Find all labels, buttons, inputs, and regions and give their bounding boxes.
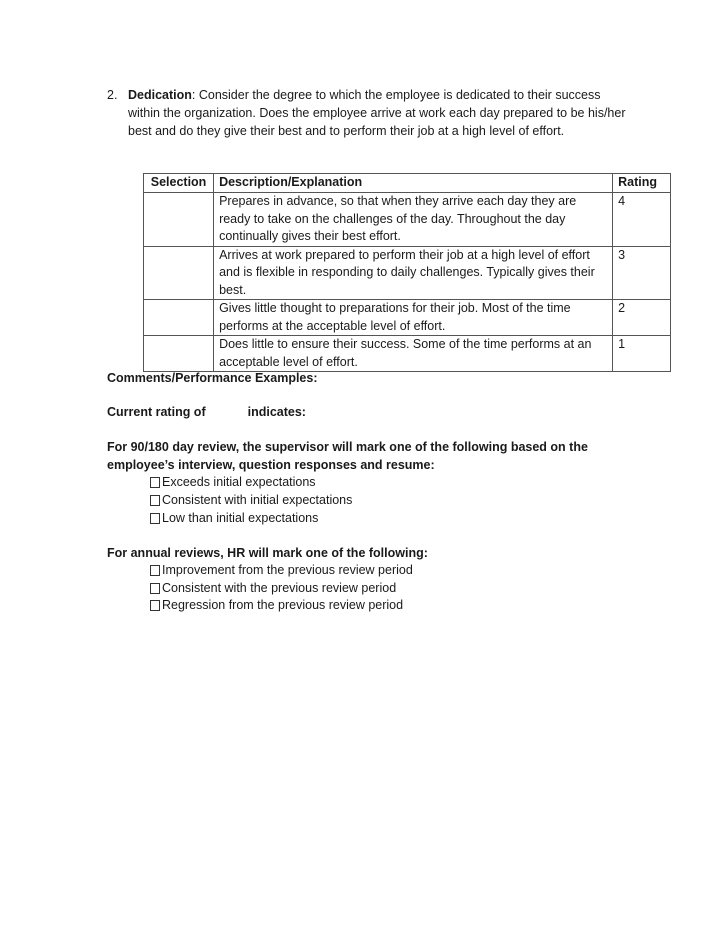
checkbox-label: Exceeds initial expectations [162,475,316,489]
checkbox-row [150,510,318,527]
header-description: Description/Explanation [214,174,613,193]
dedication-item [107,86,632,140]
checkbox-row [150,597,403,614]
current-rating-suffix: indicates: [247,405,306,419]
current-rating-line [107,403,306,421]
header-rating: Rating [613,174,671,193]
selection-cell[interactable] [144,193,214,247]
checkbox-label: Regression from the previous review period [162,598,404,612]
table-row [144,336,671,372]
table-row [144,300,671,336]
annual-review-heading: For annual reviews, HR will mark one of the following: [107,546,428,560]
description-cell: Prepares in advance, so that when they arrive each day they are ready to take on the challenges of the day. Throughout the day continually gives their best effort. [214,193,613,247]
checkbox-consistent[interactable] [150,495,160,506]
checkbox-consistent-previous[interactable] [150,583,160,594]
description-cell: Arrives at work prepared to perform their job at a high level of effort and is flexible in responding to daily challenges. Typically gives their best. [214,246,613,300]
rating-cell: 1 [613,336,671,372]
checkbox-row [150,562,413,579]
review-90-180-heading: For 90/180 day review, the supervisor will mark one of the following based on the employee’s interview, question responses and resume: [107,440,588,472]
rating-cell: 2 [613,300,671,336]
checkbox-label: Consistent with initial expectations [162,493,353,507]
item-body [128,86,632,140]
selection-cell[interactable] [144,336,214,372]
checkbox-regression[interactable] [150,600,160,611]
checkbox-row [150,474,316,491]
item-text: : Consider the degree to which the employee is dedicated to their success within the organization. Does the employee arrive at work each day prepared to be his/her best and do they give their best and to perform their job at a high level of effort. [128,88,626,138]
description-cell: Does little to ensure their success. Some of the time performs at an acceptable level of effort. [214,336,613,372]
table-row [144,193,671,247]
checkbox-row [150,580,396,597]
checkbox-improvement[interactable] [150,565,160,576]
description-cell: Gives little thought to preparations for their job. Most of the time performs at the acceptable level of effort. [214,300,613,336]
comments-label: Comments/Performance Examples: [107,371,318,385]
rating-cell: 4 [613,193,671,247]
checkbox-label: Improvement from the previous review period [162,563,413,577]
selection-cell[interactable] [144,300,214,336]
item-number: 2. [107,88,118,102]
checkbox-exceeds[interactable] [150,477,160,488]
checkbox-low[interactable] [150,513,160,524]
checkbox-label: Consistent with the previous review period [162,581,397,595]
selection-cell[interactable] [144,246,214,300]
checkbox-label: Low than initial expectations [162,511,319,525]
item-heading: Dedication [128,88,192,102]
header-selection: Selection [144,174,214,193]
table-header-row [144,174,671,193]
current-rating-prefix: Current rating of [107,405,206,419]
table-row [144,246,671,300]
rating-cell: 3 [613,246,671,300]
rating-table [143,173,671,372]
checkbox-row [150,492,352,509]
